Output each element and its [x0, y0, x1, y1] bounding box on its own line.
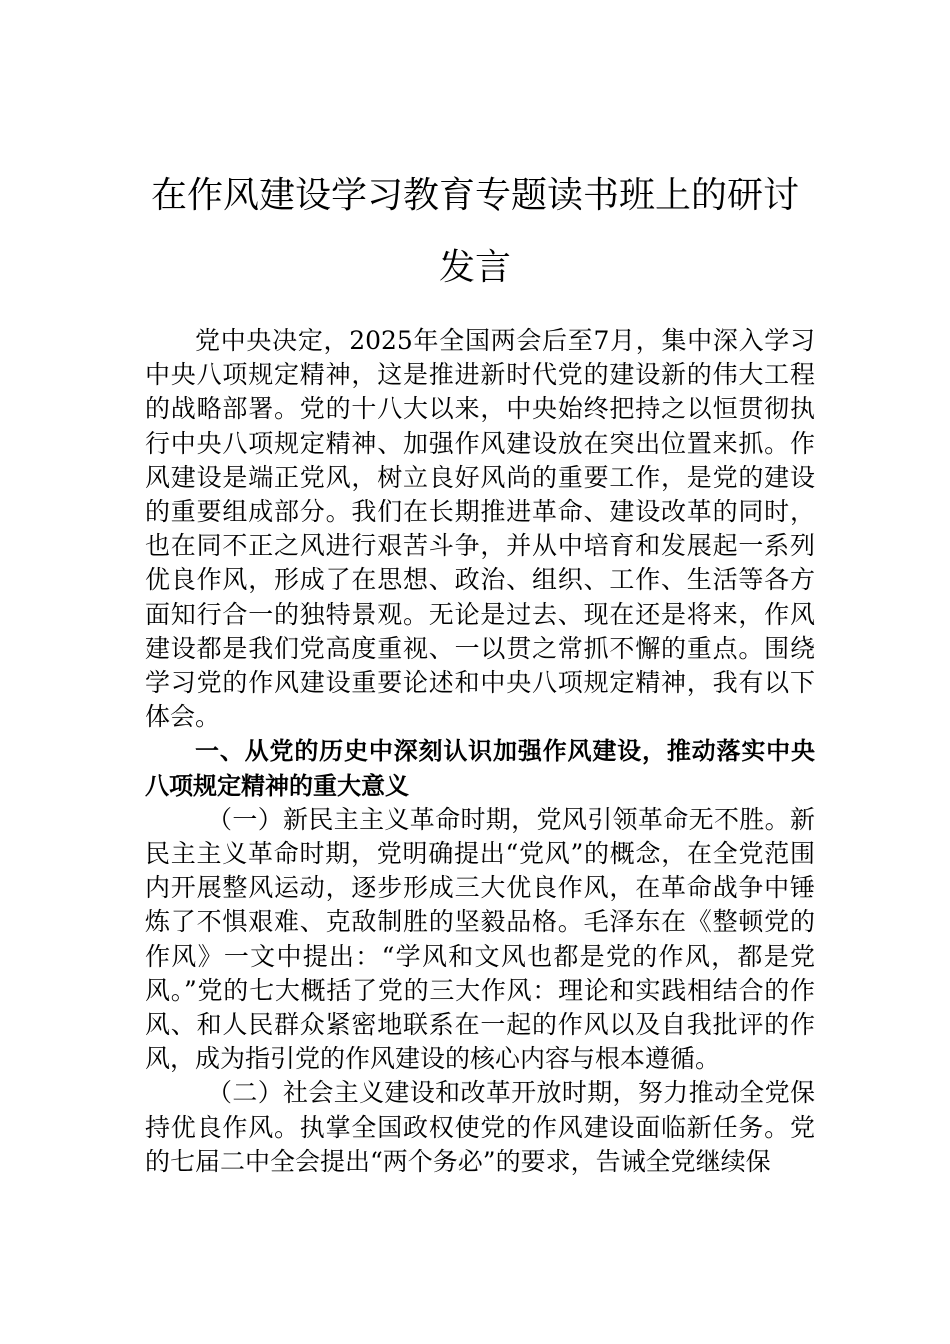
subsection-paragraph-2: （二）社会主义建设和改革开放时期，努力推动全党保持优良作风。执掌全国政权使党的作风建设面临新任务。党的七届二中全会提出“两个务必”的要求，告诫全党继续保	[145, 1078, 815, 1176]
title-line-1: 在作风建设学习教育专题读书班上的研讨	[150, 175, 799, 216]
section-heading-1: 一、从党的历史中深刻认识加强作风建设，推动落实中央八项规定精神的重大意义	[145, 737, 815, 800]
intro-paragraph: 党中央决定，2025年全国两会后至7月，集中深入学习中央八项规定精神，这是推进新时代党的建设新的伟大工程的战略部署。党的十八大以来，中央始终把持之以恒贯彻执行中央八项规定精神、加强作风建设放在突出位置来抓。作风建设是端正党风，树立良好风尚的重要工作，是党的建设的重要组成部分。我们在长期推进革命、建设改革的同时，也在同不正之风进行艰苦斗争，并从中培育和发展起一系列优良作风，形成了在思想、政治、组织、工作、生活等各方面知行合一的独特景观。无论是过去、现在还是将来，作风建设都是我们党高度重视、一以贯之常抓不懈的重点。围绕学习党的作风建设重要论述和中央八项规定精神，我有以下体会。	[145, 326, 815, 732]
document-body	[145, 324, 815, 1179]
document-title	[145, 160, 805, 304]
subsection-paragraph-1: （一）新民主主义革命时期，党风引领革命无不胜。新民主主义革命时期，党明确提出“党风”的概念，在全党范围内开展整风运动，逐步形成三大优良作风，在革命战争中锤炼了不惧艰难、克敌制胜的坚毅品格。毛泽东在《整顿党的作风》一文中提出：“学风和文风也都是党的作风，都是党风。”党的七大概括了党的三大作风：理论和实践相结合的作风、和人民群众紧密地联系在一起的作风以及自我批评的作风，成为指引党的作风建设的核心内容与根本遵循。	[145, 804, 815, 1074]
title-line-2: 发言	[438, 247, 511, 288]
